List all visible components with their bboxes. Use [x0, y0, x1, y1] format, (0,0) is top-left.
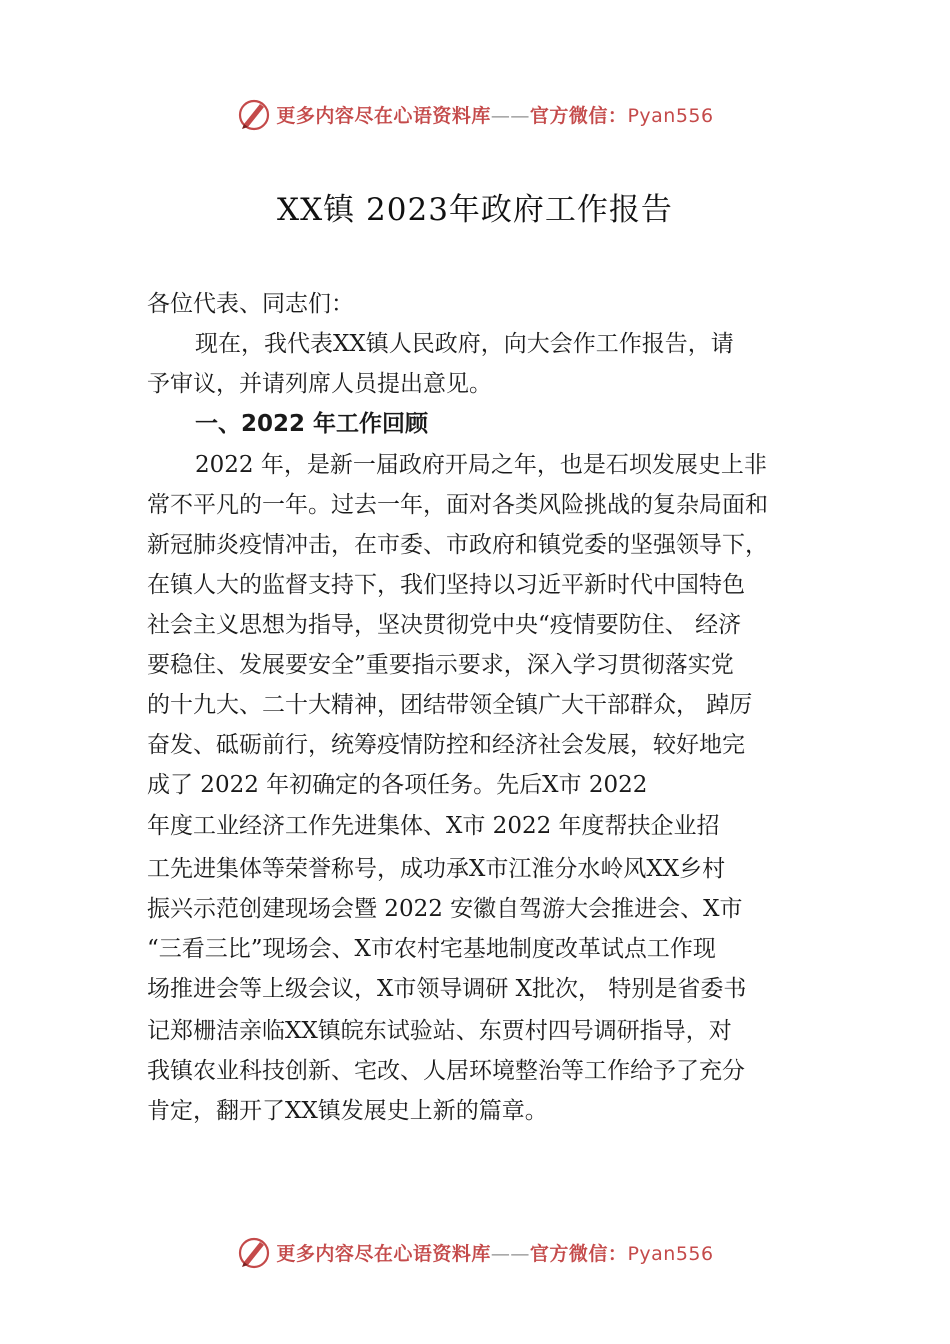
watermark-separator: ——: [490, 104, 530, 127]
body-line: 工先进集体等荣誉称号，成功承X市江淮分水岭风XX乡村: [147, 856, 726, 882]
body-line: 成了 2022 年初确定的各项任务。先后X市 2022: [147, 772, 648, 798]
watermark-text-group: [276, 101, 713, 128]
body-line: 记郑栅洁亲临XX镇皖东试验站、东贾村四号调研指导，对: [147, 1018, 732, 1044]
body-line: 振兴示范创建现场会暨 2022 安徽自驾游大会推进会、X市: [147, 896, 743, 922]
section-heading: 一、2022 年工作回顾: [195, 411, 429, 437]
pen-logo-icon: [236, 96, 272, 132]
document-title: XX镇 2023年政府工作报告: [277, 192, 673, 228]
watermark-slogan: 更多内容尽在心语资料库: [276, 1242, 491, 1265]
watermark-footer: [0, 1232, 950, 1272]
watermark-wechat-label: 官方微信：: [529, 1242, 628, 1265]
body-line: 予审议，并请列席人员提出意见。: [147, 371, 492, 397]
watermark-slogan: 更多内容尽在心语资料库: [276, 104, 491, 127]
watermark-wechat-id: Pyan556: [627, 1242, 714, 1265]
salutation-line: 各位代表、同志们：: [147, 291, 354, 317]
body-line: 我镇农业科技创新、宅改、人居环境整治等工作给予了充分: [147, 1058, 745, 1084]
body-line: “三看三比”现场会、X市农村宅基地制度改革试点工作现: [147, 936, 716, 962]
watermark-wechat-label: 官方微信：: [529, 104, 628, 127]
watermark-text-group: [276, 1239, 713, 1266]
body-line: 奋发、砥砺前行，统筹疫情防控和经济社会发展，较好地完: [147, 732, 745, 758]
pen-logo-icon: [236, 1234, 272, 1270]
body-line: 现在，我代表XX镇人民政府，向大会作工作报告，请: [195, 331, 734, 357]
watermark-separator: ——: [490, 1242, 530, 1265]
body-line: 社会主义思想为指导，坚决贯彻党中央“疫情要防住、 经济: [147, 612, 742, 638]
body-line: 的十九大、二十大精神，团结带领全镇广大干部群众， 踔厉: [147, 692, 753, 718]
body-line: 年度工业经济工作先进集体、X市 2022 年度帮扶企业招: [147, 813, 720, 839]
watermark-header: [0, 94, 950, 134]
body-line: 常不平凡的一年。过去一年，面对各类风险挑战的复杂局面和: [147, 492, 768, 518]
body-line: 新冠肺炎疫情冲击，在市委、市政府和镇党委的坚强领导下，: [147, 532, 768, 558]
body-line: 肯定，翻开了XX镇发展史上新的篇章。: [147, 1098, 548, 1124]
body-line: 2022 年，是新一届政府开局之年，也是石坝发展史上非: [195, 452, 767, 478]
body-line: 场推进会等上级会议，X市领导调研 X批次， 特别是省委书: [147, 976, 747, 1002]
body-line: 在镇人大的监督支持下，我们坚持以习近平新时代中国特色: [147, 572, 745, 598]
body-line: 要稳住、发展要安全”重要指示要求，深入学习贯彻落实党: [147, 652, 734, 678]
watermark-wechat-id: Pyan556: [627, 104, 714, 127]
